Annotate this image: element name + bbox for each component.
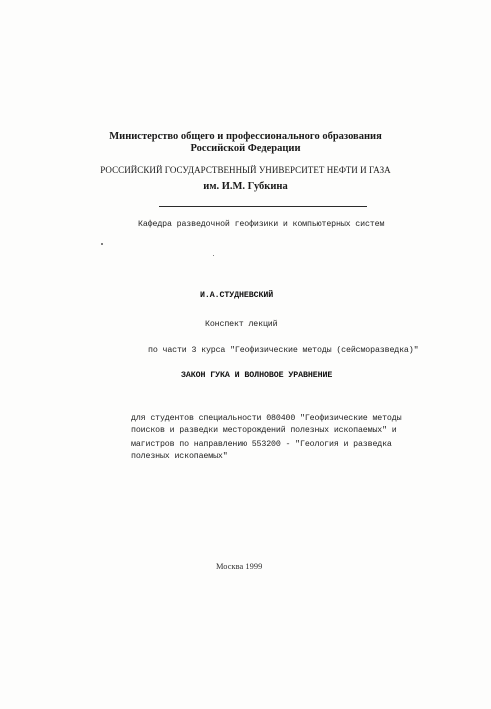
- university-name: РОССИЙСКИЙ ГОСУДАРСТВЕННЫЙ УНИВЕРСИТЕТ НЕФТИ И ГАЗА: [100, 165, 391, 175]
- course-description: по части 3 курса "Геофизические методы (сейсморазведка)": [148, 346, 419, 355]
- audience-line-3: магистров по направлению 553200 - "Геология и разведка: [131, 440, 392, 449]
- ministry-line-1: Министерство общего и профессионального образования: [109, 131, 382, 142]
- document-type: Конспект лекций: [205, 320, 278, 329]
- department-name: Кафедра разведочной геофизики и компьютерных систем: [138, 220, 385, 229]
- audience-line-4: полезных ископаемых": [131, 452, 228, 461]
- header-divider: [159, 206, 367, 207]
- author-name: И.А.СТУДНЕВСКИЙ: [200, 291, 274, 300]
- scan-speck: [101, 243, 103, 245]
- university-named-after: им. И.М. Губкина: [203, 181, 288, 192]
- ministry-line-2: Российской Федерации: [190, 143, 301, 154]
- audience-line-2: поисков и разведки месторождений полезных ископаемых" и: [131, 426, 397, 435]
- audience-line-1: для студентов специальности 080400 "Геофизические методы: [131, 414, 402, 423]
- lecture-topic: ЗАКОН ГУКА И ВОЛНОВОЕ УРАВНЕНИЕ: [181, 371, 333, 380]
- scan-speck: [213, 255, 214, 256]
- city-and-year: Москва 1999: [216, 562, 263, 571]
